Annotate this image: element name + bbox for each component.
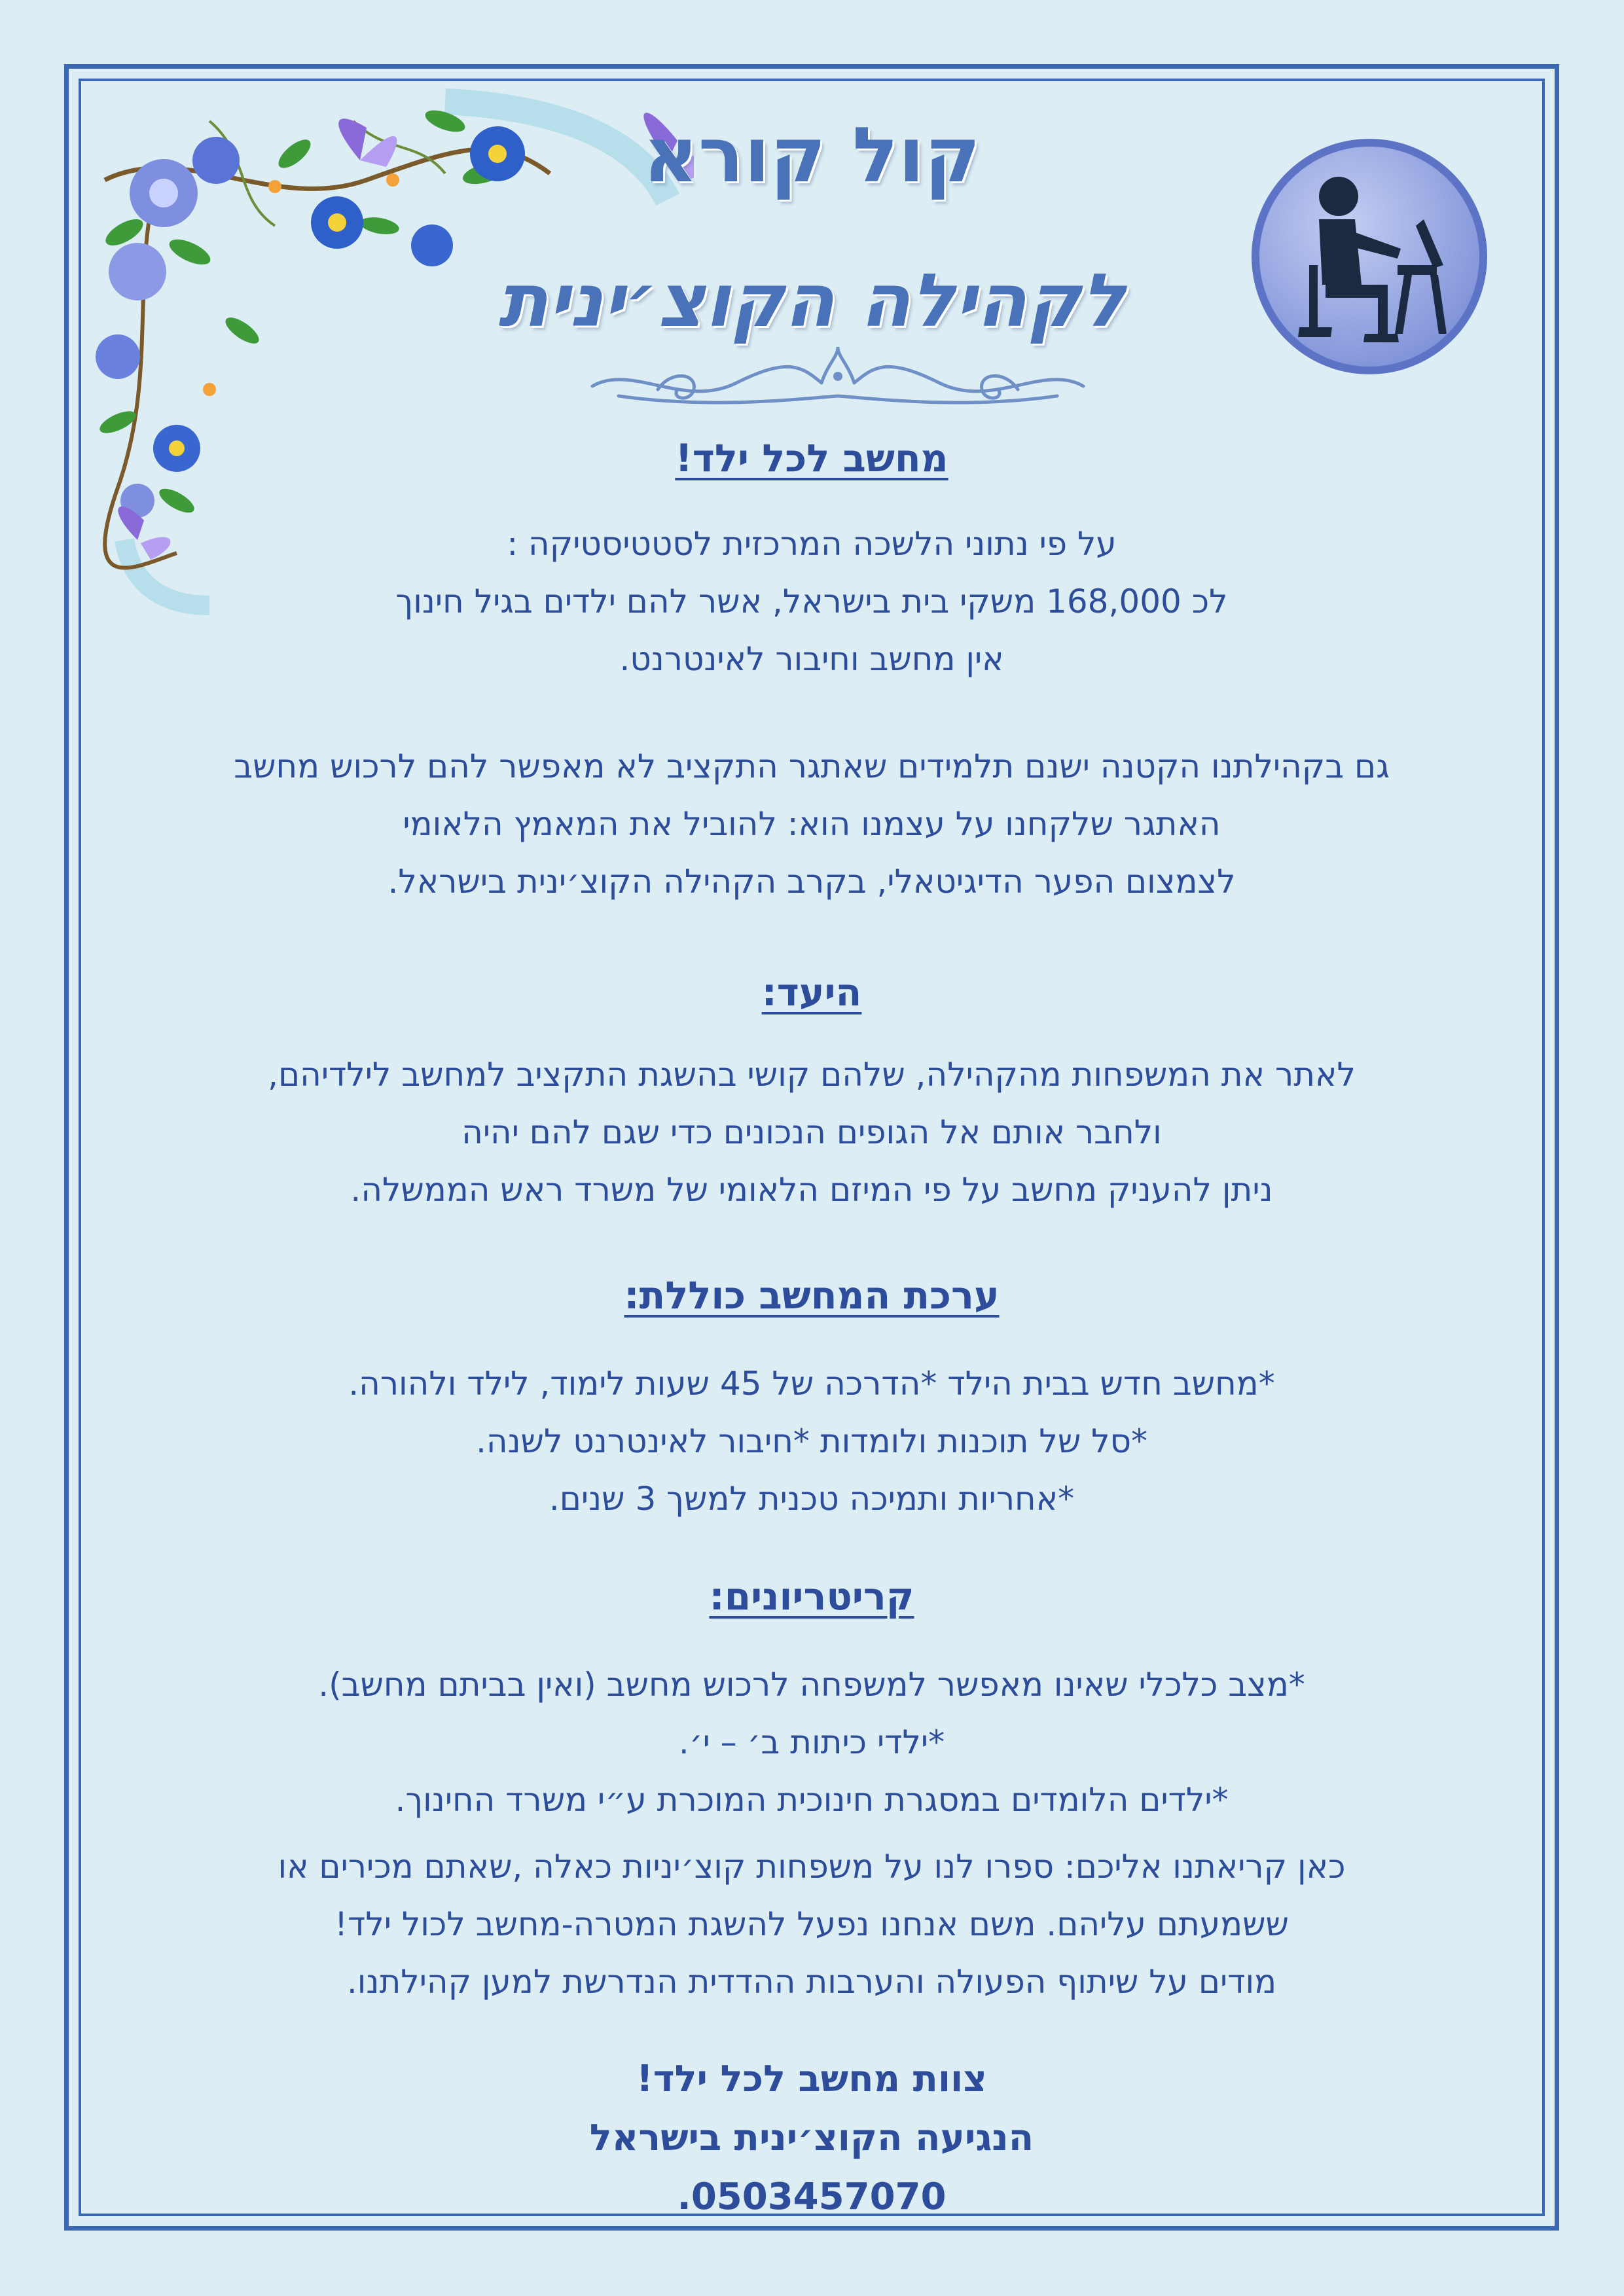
text-line: לאתר את המשפחות מהקהילה, שלהם קושי בהשגת התקציב למחשב לילדיהם, xyxy=(268,1056,1356,1094)
text-line: על פי נתוני הלשכה המרכזית לסטטיסטיקה : xyxy=(507,525,1117,563)
page-title: קול קורא xyxy=(643,111,981,200)
text-line: ניתן להעניק מחשב על פי המיזם הלאומי של משרד ראש הממשלה. xyxy=(350,1171,1273,1209)
list-item: *מחשב חדש בבית הילד *הדרכה של 45 שעות לימוד, לילד ולהורה. xyxy=(348,1365,1275,1403)
kit-heading: ערכת המחשב כוללת: xyxy=(624,1273,1000,1318)
text-line: לכ 168,000 משקי בית בישראל, אשר להם ילדים בגיל חינוך xyxy=(395,583,1228,620)
text-line: ולחבר אותם אל הגופים הנכונים כדי שגם להם יהיה xyxy=(461,1113,1162,1151)
text-line: אין מחשב וחיבור לאינטרנט. xyxy=(619,640,1004,678)
list-item: *סל של תוכנות ולומדות *חיבור לאינטרנט לשנה. xyxy=(475,1422,1148,1460)
butterfly-icon xyxy=(338,118,397,167)
call-text xyxy=(98,1838,1525,2011)
criteria-text xyxy=(98,1656,1525,1829)
intro-heading: מחשב לכל ילד! xyxy=(675,436,948,480)
team-name: צוות מחשב לכל ילד! xyxy=(636,2058,987,2100)
text-line: כאן קריאתנו אליכם: ספרו לנו על משפחות קוצ׳יניות כאלה ,שאתם מכירים או xyxy=(278,1848,1346,1886)
list-item: *מצב כלכלי שאינו מאפשר למשפחה לרכוש מחשב (ואין בביתם מחשב). xyxy=(318,1666,1305,1704)
text-line: גם בקהילתנו הקטנה ישנם תלמידים שאתגר התקציב לא מאפשר להם לרכוש מחשב xyxy=(234,747,1390,785)
kit-section xyxy=(98,1273,1525,1318)
text-line: לצמצום הפער הדיגיטאלי, בקרב הקהילה הקוצ׳ינית בישראל. xyxy=(388,863,1236,901)
list-item: *אחריות ותמיכה טכנית למשך 3 שנים. xyxy=(549,1480,1075,1518)
signature-block xyxy=(98,2050,1525,2227)
text-line: האתגר שלקחנו על עצמנו הוא: להוביל את המאמץ הלאומי xyxy=(403,805,1221,843)
list-item: *ילדים הלומדים במסגרת חינוכית המוכרת ע״י משרד החינוך. xyxy=(395,1781,1229,1819)
text-line: ששמעתם עליהם. משם אנחנו נפעל להשגת המטרה-מחשב לכול ילד! xyxy=(334,1905,1289,1943)
goal-text xyxy=(98,1046,1525,1219)
goal-heading: היעד: xyxy=(761,970,862,1014)
scroll-ornament xyxy=(579,337,1096,416)
list-item: *ילדי כיתות ב׳ – י׳. xyxy=(678,1723,945,1761)
phone-number: 0503457070. xyxy=(677,2176,947,2218)
intro-section xyxy=(98,436,1525,480)
organization-name: הנגיעה הקוצ׳ינית בישראל xyxy=(589,2117,1034,2159)
criteria-section xyxy=(98,1574,1525,1619)
kit-text xyxy=(98,1355,1525,1528)
computer-user-icon xyxy=(1247,134,1492,380)
community-text xyxy=(98,738,1525,910)
intro-text xyxy=(98,515,1525,688)
text-line: מודים על שיתוף הפעולה והערבות ההדדית הנדרשת למען קהילתנו. xyxy=(346,1963,1277,2001)
page-subtitle: לקהילה הקוצ׳ינית xyxy=(498,259,1125,344)
goal-section xyxy=(98,970,1525,1014)
criteria-heading: קריטריונים: xyxy=(709,1574,914,1619)
